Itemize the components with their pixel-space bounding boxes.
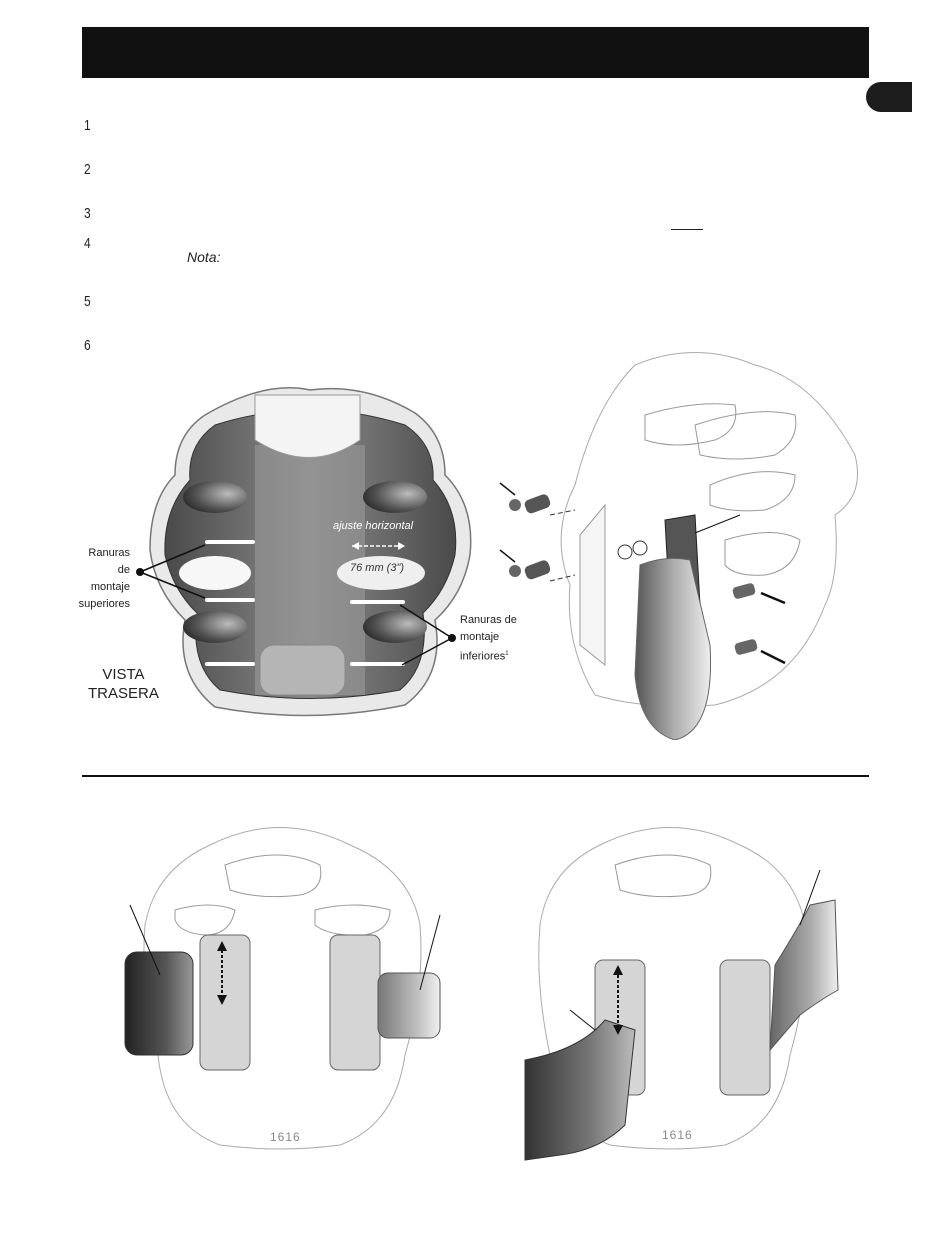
adjust-label: ajuste horizontal bbox=[333, 520, 414, 532]
part-number-label: 1616 bbox=[662, 1128, 693, 1142]
step-number: 3 bbox=[84, 205, 91, 222]
lateral-adjust-figure-right bbox=[520, 815, 840, 1170]
step-number: 2 bbox=[84, 161, 91, 178]
step-number: 5 bbox=[84, 293, 91, 310]
lateral-adjust-figure-left bbox=[120, 815, 450, 1150]
language-tab bbox=[866, 82, 912, 112]
part-number-label: 1616 bbox=[270, 1130, 301, 1144]
step-number: 1 bbox=[84, 117, 91, 134]
section-divider bbox=[82, 775, 869, 777]
note-label: Nota: bbox=[187, 249, 221, 265]
step-number: 6 bbox=[84, 337, 91, 354]
leader-lines bbox=[130, 510, 470, 670]
page-header-bar bbox=[82, 27, 869, 78]
lower-slots-label: Ranuras de montaje inferiores$^1$ bbox=[460, 614, 517, 663]
view-label: VISTA TRASERA bbox=[88, 666, 159, 702]
upper-slots-label: Ranuras de montaje superiores bbox=[78, 547, 130, 610]
measure-label: 76 mm (3") bbox=[350, 562, 405, 574]
exploded-view-figure bbox=[495, 345, 865, 740]
step-number: 4 bbox=[84, 235, 91, 252]
blank-underline bbox=[671, 229, 703, 230]
